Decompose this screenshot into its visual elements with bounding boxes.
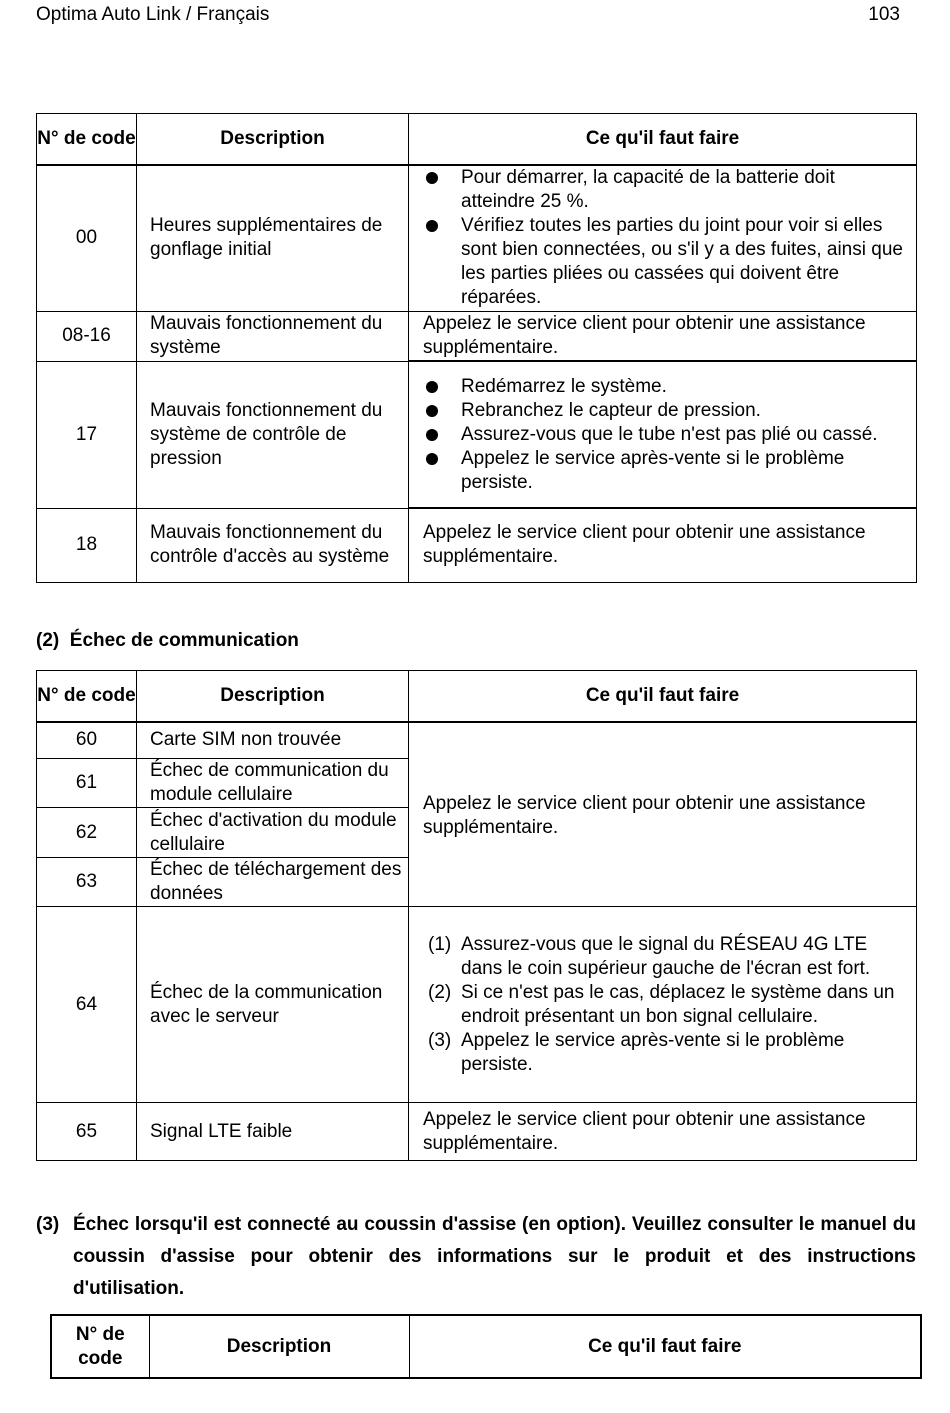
col-header-code: N° de code [51, 1315, 149, 1378]
error-action [409, 361, 917, 508]
col-header-code: N° de code [37, 114, 137, 165]
col-header-description: Description [137, 114, 409, 165]
error-code: 60 [37, 722, 137, 759]
bullet-item: Vérifiez toutes les parties du joint pour voir si elles sont bien connectées, ou s'il y a des fuites, ainsi que les parties pliées ou cassées qui doivent être réparées. [423, 214, 908, 310]
bullet-item: Assurez-vous que le tube n'est pas plié ou cassé. [423, 423, 908, 447]
section-label: (3) [36, 1214, 60, 1235]
error-description: Échec d'activation du module cellulaire [137, 808, 409, 858]
col-header-description: Description [149, 1315, 409, 1378]
error-action: Appelez le service client pour obtenir une assistance supplémentaire. [409, 312, 917, 362]
bullet-item: Pour démarrer, la capacité de la batterie doit atteindre 25 %. [423, 166, 908, 214]
error-description: Carte SIM non trouvée [137, 722, 409, 759]
error-code: 00 [37, 165, 137, 312]
step-item [423, 933, 908, 981]
error-action [409, 165, 917, 312]
step-number: (2) [428, 981, 452, 1003]
error-code: 08-16 [37, 312, 137, 362]
error-code: 62 [37, 808, 137, 858]
col-header-code: N° de code [37, 671, 137, 722]
section-title: Échec de communication [69, 630, 299, 651]
col-header-action: Ce qu'il faut faire [409, 1315, 921, 1378]
table-row [37, 722, 917, 759]
page-header-title: Optima Auto Link / Français [36, 4, 270, 25]
error-action: Appelez le service client pour obtenir une assistance supplémentaire. [409, 722, 917, 907]
section-2-heading [36, 629, 299, 653]
bullet-item: Redémarrez le système. [423, 375, 908, 399]
table-row [37, 508, 917, 582]
error-description: Heures supplémentaires de gonflage initial [137, 165, 409, 312]
col-header-action: Ce qu'il faut faire [409, 114, 917, 165]
table-row [37, 1103, 917, 1161]
bullet-item: Appelez le service après-vente si le problème persiste. [423, 447, 908, 495]
col-header-action: Ce qu'il faut faire [409, 671, 917, 722]
error-code: 17 [37, 361, 137, 508]
step-number: (3) [428, 1029, 452, 1051]
step-item [423, 981, 908, 1029]
step-text: Assurez-vous que le signal du RÉSEAU 4G LTE dans le coin supérieur gauche de l'écran est fort. [461, 933, 871, 979]
table-row [37, 312, 917, 362]
section-label: (2) [36, 630, 60, 651]
step-item [423, 1029, 908, 1077]
error-action: Appelez le service client pour obtenir une assistance supplémentaire. [409, 1103, 917, 1161]
error-action [409, 907, 917, 1103]
error-table-3 [50, 1314, 922, 1379]
error-code: 61 [37, 759, 137, 808]
section-3-heading [36, 1209, 916, 1305]
error-code: 63 [37, 858, 137, 907]
bullet-item: Rebranchez le capteur de pression. [423, 399, 908, 423]
page-number: 103 [868, 4, 900, 25]
error-description: Échec de la communication avec le serveur [137, 907, 409, 1103]
error-description: Signal LTE faible [137, 1103, 409, 1161]
step-number: (1) [428, 933, 452, 955]
table-row [37, 907, 917, 1103]
error-description: Échec de communication du module cellulaire [137, 759, 409, 808]
error-description: Échec de téléchargement des données [137, 858, 409, 907]
step-text: Appelez le service après-vente si le problème persiste. [461, 1029, 845, 1075]
error-code: 65 [37, 1103, 137, 1161]
error-table-1 [36, 113, 917, 583]
table-row [37, 165, 917, 312]
error-description: Mauvais fonctionnement du système [137, 312, 409, 362]
error-code: 64 [37, 907, 137, 1103]
error-description: Mauvais fonctionnement du système de contrôle de pression [137, 361, 409, 508]
error-action: Appelez le service client pour obtenir une assistance supplémentaire. [409, 508, 917, 582]
table-row [37, 361, 917, 508]
error-table-2 [36, 670, 917, 1161]
col-header-description: Description [137, 671, 409, 722]
error-description: Mauvais fonctionnement du contrôle d'accès au système [137, 508, 409, 582]
error-code: 18 [37, 508, 137, 582]
section-text: Échec lorsqu'il est connecté au coussin d'assise (en option). Veuillez consulter le manuel du coussin d'assise pour obtenir des informations sur le produit et des instructions d'utilisation. [73, 1214, 916, 1299]
step-text: Si ce n'est pas le cas, déplacez le système dans un endroit présentant un bon signal cellulaire. [461, 981, 895, 1027]
